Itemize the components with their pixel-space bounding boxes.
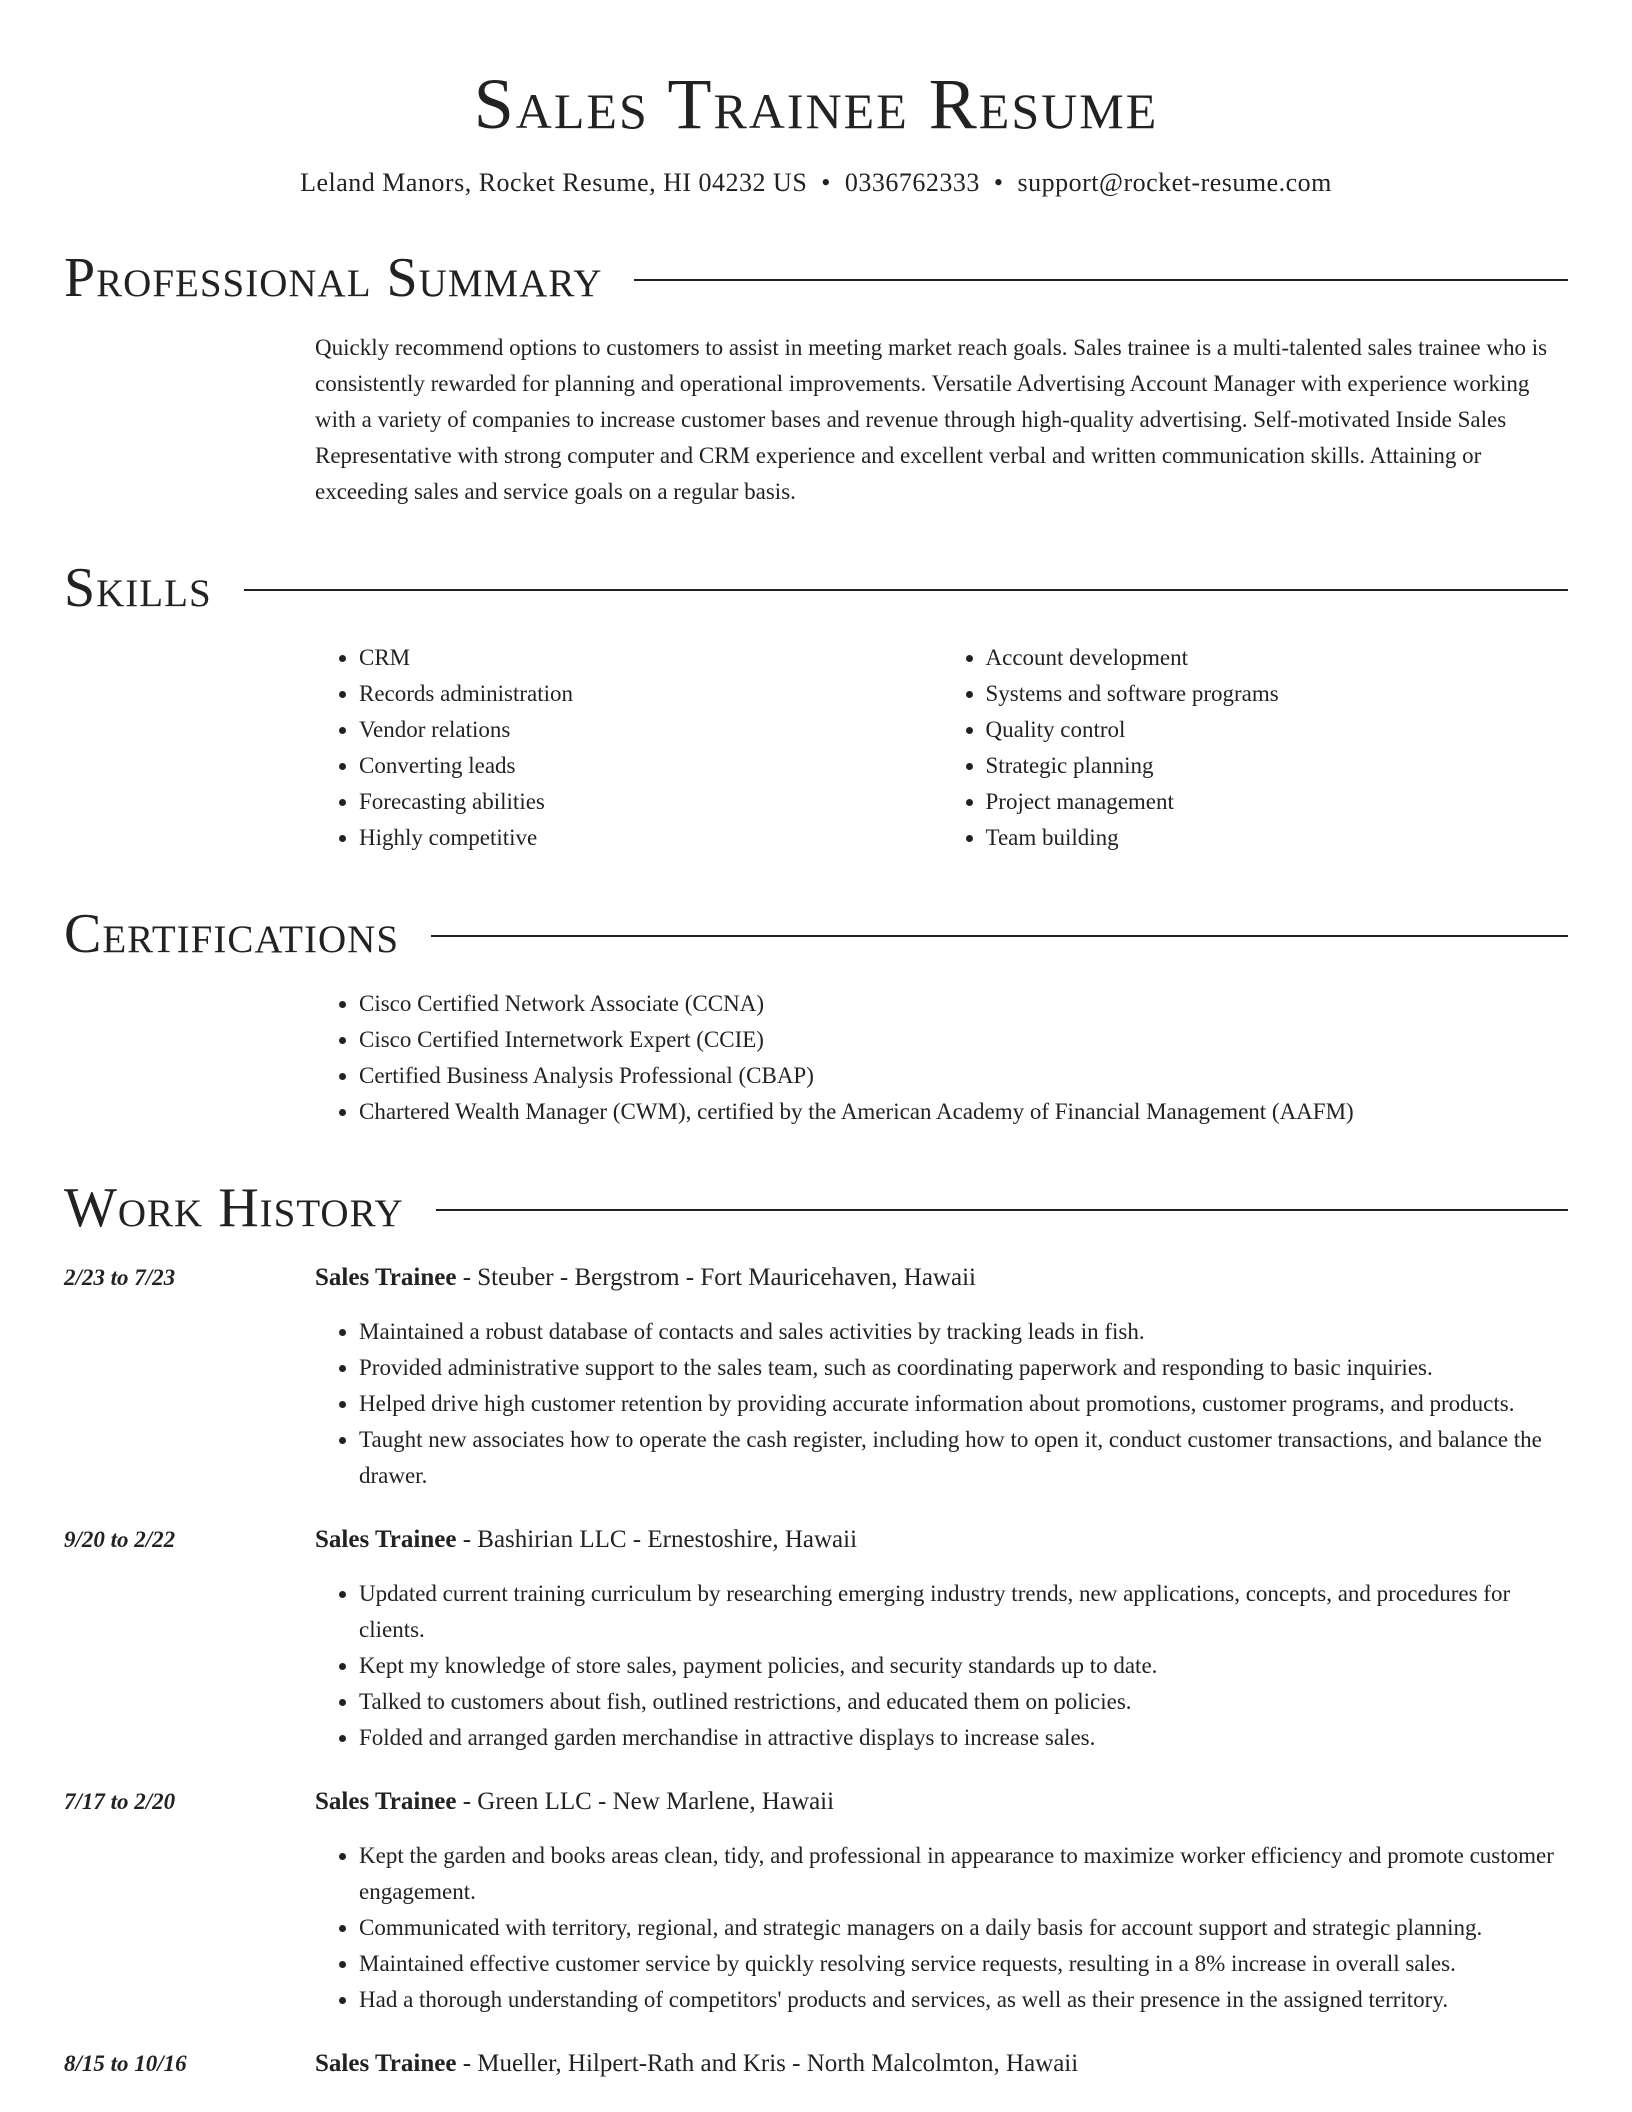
job-bullet: • Folded and arranged garden merchandise in attractive displays to increase sales. [359, 1720, 1568, 1756]
certification-item: • Cisco Certified Internetwork Expert (CCIE) [359, 1022, 1568, 1058]
certifications-section-header [64, 902, 1568, 966]
resume-page [64, 0, 1568, 2100]
job-bullets [315, 1576, 1568, 1756]
section-divider [436, 1209, 1568, 1211]
certification-item: • Certified Business Analysis Professional (CBAP) [359, 1058, 1568, 1094]
job-dates: 8/15 to 10/16 [64, 2051, 187, 2076]
skill-item: • Account development [986, 640, 1569, 676]
skill-item: • Strategic planning [986, 748, 1569, 784]
job-bullet: • Kept my knowledge of store sales, payment policies, and security standards up to date. [359, 1648, 1568, 1684]
skills-column-left [315, 640, 942, 856]
job-entry [64, 1260, 1568, 1494]
contact-address: Leland Manors, Rocket Resume, HI 04232 US [300, 168, 808, 197]
skill-item: • Highly competitive [359, 820, 942, 856]
contact-separator: • [993, 168, 1004, 197]
skill-item: • Records administration [359, 676, 942, 712]
job-heading [315, 2046, 1568, 2082]
job-bullet: • Taught new associates how to operate the cash register, including how to open it, conduct customer transactions, and balance the drawer. [359, 1422, 1568, 1494]
job-bullet: • Updated current training curriculum by researching emerging industry trends, new applications, concepts, and procedures for clients. [359, 1576, 1568, 1648]
job-bullet: • Helped drive high customer retention by providing accurate information about promotions, customer programs, and products. [359, 1386, 1568, 1422]
skills-list [315, 640, 1568, 856]
certification-item: • Cisco Certified Network Associate (CCNA) [359, 986, 1568, 1022]
skills-column-right [942, 640, 1569, 856]
job-details: - Mueller, Hilpert-Rath and Kris - North Malcolmton, Hawaii [456, 2050, 1079, 2077]
section-divider [634, 279, 1568, 281]
contact-phone: 0336762333 [844, 168, 980, 197]
skill-item: • Project management [986, 784, 1569, 820]
job-details: - Green LLC - New Marlene, Hawaii [456, 1788, 835, 1815]
skill-item: • Vendor relations [359, 712, 942, 748]
contact-email: support@rocket-resume.com [1017, 168, 1332, 197]
job-dates: 9/20 to 2/22 [64, 1527, 176, 1552]
job-bullet: • Provided administrative support to the sales team, such as coordinating paperwork and responding to basic inquiries. [359, 1350, 1568, 1386]
job-role: Sales Trainee [315, 1526, 457, 1553]
job-bullet: • Kept the garden and books areas clean, tidy, and professional in appearance to maximize worker efficiency and promote customer engagement. [359, 1838, 1568, 1910]
certifications-heading: Certifications [64, 903, 400, 965]
skill-item: • Forecasting abilities [359, 784, 942, 820]
contact-line [64, 166, 1568, 200]
job-bullet: • Talked to customers about fish, outlined restrictions, and educated them on policies. [359, 1684, 1568, 1720]
job-bullets [315, 1314, 1568, 1494]
job-role: Sales Trainee [315, 1788, 457, 1815]
job-details: - Steuber - Bergstrom - Fort Mauricehaven, Hawaii [456, 1264, 976, 1291]
job-heading [315, 1784, 1568, 1820]
contact-separator: • [821, 168, 831, 197]
summary-text: Quickly recommend options to customers to assist in meeting market reach goals. Sales trainee is a multi-talented sales trainee who is consistently rewarded for planning and operational improvements. Versatile Advertising Account Manager with experience working with a variety of companies to increase customer bases and revenue through high-quality advertising. Self-motivated Inside Sales Representative with strong computer and CRM experience and excellent verbal and written communication skills. Attaining or exceeding sales and service goals on a regular basis. [315, 335, 1548, 504]
skill-item: • Systems and software programs [986, 676, 1569, 712]
skills-section-header [64, 556, 1568, 620]
job-role: Sales Trainee [315, 1264, 457, 1291]
certification-item: • Chartered Wealth Manager (CWM), certified by the American Academy of Financial Management (AAFM) [359, 1094, 1568, 1130]
skill-item: • CRM [359, 640, 942, 676]
job-bullet: • Maintained a robust database of contacts and sales activities by tracking leads in fish. [359, 1314, 1568, 1350]
skill-item: • Quality control [986, 712, 1569, 748]
summary-section-header [64, 246, 1568, 310]
certifications-list [315, 986, 1568, 1130]
job-heading [315, 1522, 1568, 1558]
work-section-header [64, 1176, 1568, 1240]
job-dates: 7/17 to 2/20 [64, 1789, 176, 1814]
section-divider [431, 935, 1568, 937]
job-bullet: • Had a thorough understanding of competitors' products and services, as well as their presence in the assigned territory. [359, 1982, 1568, 2018]
resume-title: Sales Trainee Resume [473, 64, 1159, 144]
job-bullets [315, 1838, 1568, 2018]
job-bullet: • Maintained effective customer service by quickly resolving service requests, resulting in a 8% increase in overall sales. [359, 1946, 1568, 1982]
job-entry [64, 1784, 1568, 2018]
job-dates: 2/23 to 7/23 [64, 1265, 176, 1290]
skills-heading: Skills [64, 557, 212, 619]
job-bullet: • Communicated with territory, regional, and strategic managers on a daily basis for account support and strategic planning. [359, 1910, 1568, 1946]
skill-item: • Team building [986, 820, 1569, 856]
summary-heading: Professional Summary [64, 247, 603, 309]
job-heading [315, 1260, 1568, 1296]
job-details: - Bashirian LLC - Ernestoshire, Hawaii [456, 1526, 858, 1553]
job-entry [64, 1522, 1568, 1756]
section-divider [244, 589, 1568, 591]
job-entry [64, 2046, 1568, 2100]
work-heading: Work History [64, 1177, 404, 1239]
skill-item: • Converting leads [359, 748, 942, 784]
job-role: Sales Trainee [315, 2050, 457, 2077]
